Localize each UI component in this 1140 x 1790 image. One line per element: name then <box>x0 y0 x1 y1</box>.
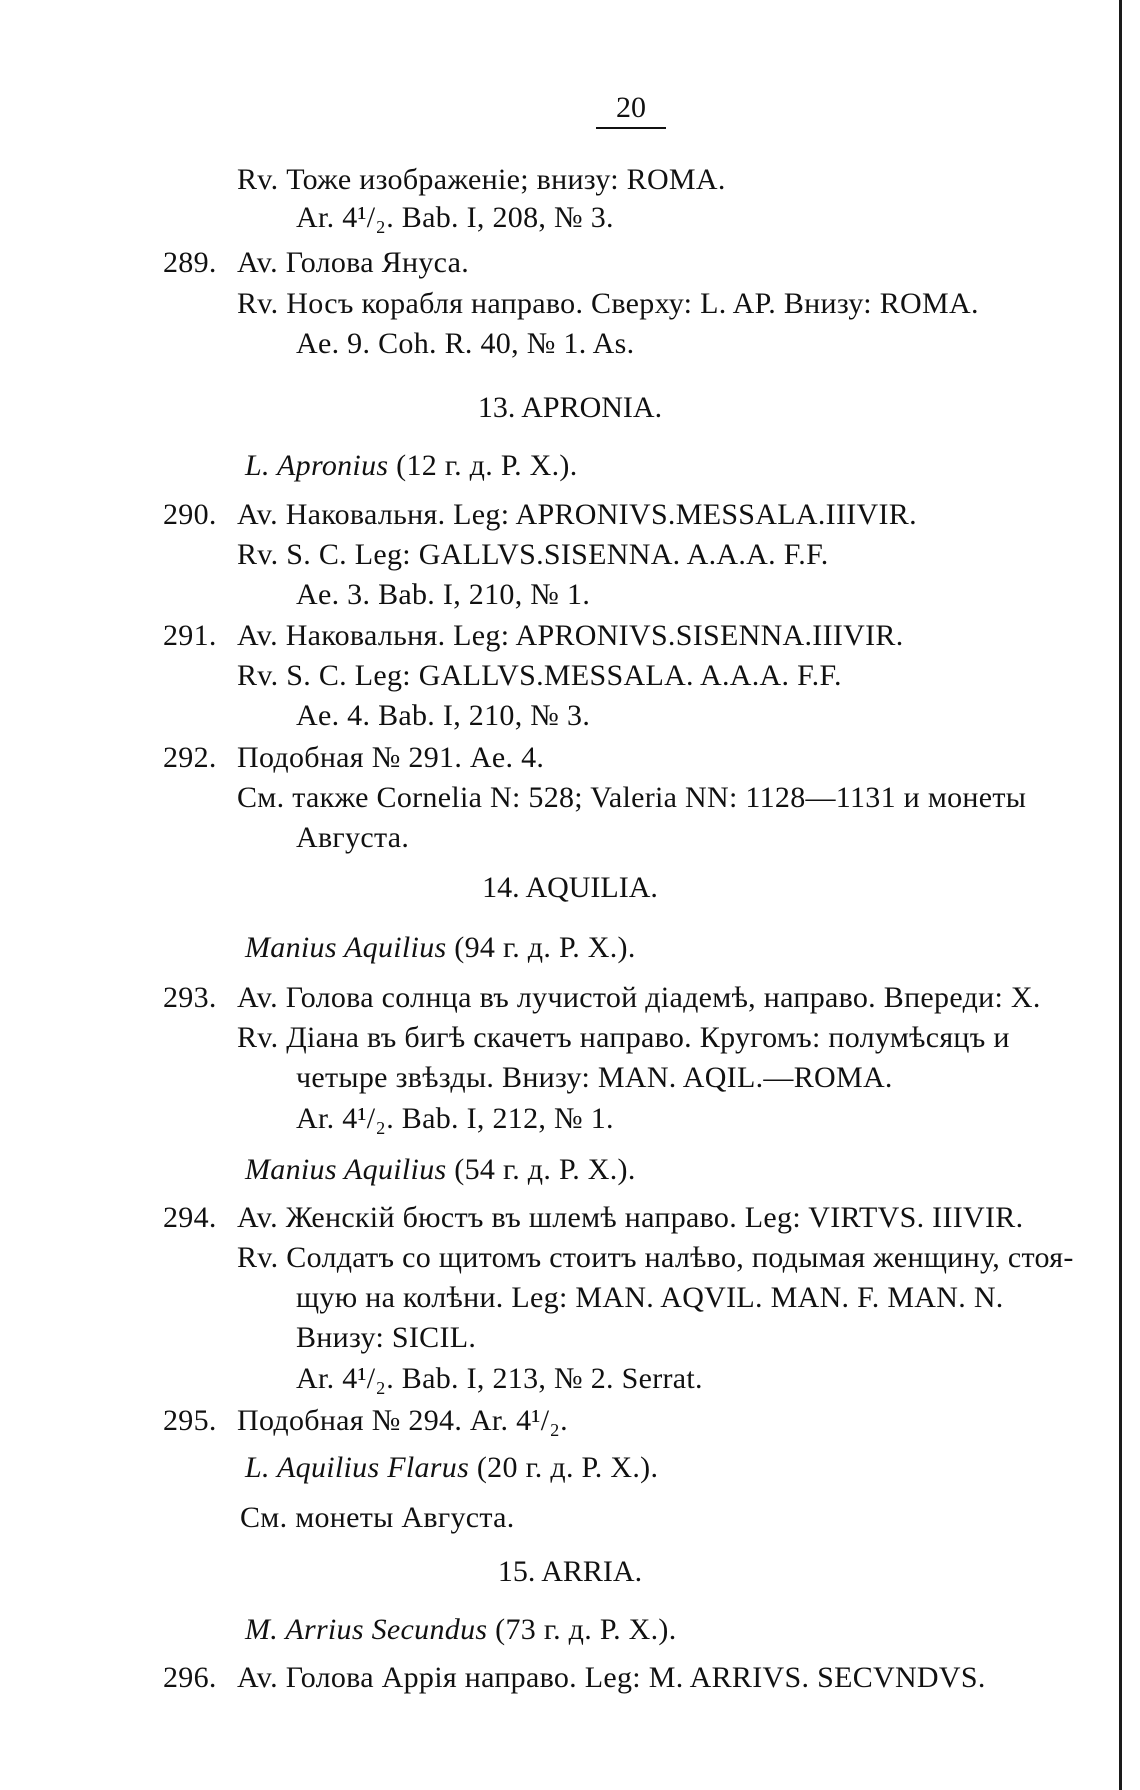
moneyer-line <box>245 448 578 484</box>
moneyer-line <box>245 1152 636 1188</box>
section-heading: 13. APRONIA. <box>477 391 663 424</box>
entry-text: Rv. Діана въ бигѣ скачетъ направо. Кругомъ: полумѣсяцъ и <box>237 1021 1010 1054</box>
moneyer-name: Manius Aquilius <box>245 931 447 964</box>
section-heading: 15. ARRIA. <box>497 1555 643 1588</box>
entry-text: Ar. 4¹/₂. Bab. I, 213, № 2. Serrat. <box>296 1362 703 1395</box>
moneyer-line <box>245 1450 658 1486</box>
page-number-rule <box>596 127 666 129</box>
entry-text: Ae. 3. Bab. I, 210, № 1. <box>296 578 591 611</box>
entry-text: Av. Женскій бюстъ въ шлемѣ направо. Leg: VIRTVS. IIIVIR. <box>237 1201 1024 1234</box>
text-line: Rv. Тоже изображеніе; внизу: ROMA. <box>237 163 726 196</box>
moneyer-date: (20 г. д. Р. Х.). <box>476 1451 659 1484</box>
entry-text: Ar. 4¹/₂. Bab. I, 212, № 1. <box>296 1102 614 1135</box>
entry-text: См. также Cornelia N: 528; Valeria NN: 1128—1131 и монеты <box>237 781 1027 814</box>
text-line: Ar. 4¹/₂. Bab. I, 208, № 3. <box>296 201 614 234</box>
entry-text: Августа. <box>296 821 410 854</box>
entry-number: 289. <box>163 246 217 279</box>
entry-number: 292. <box>163 741 217 774</box>
entry-text: Подобная № 291. Ae. 4. <box>237 741 545 774</box>
entry-text: Av. Голова Аррія направо. Leg: M. ARRIVS. SECVNDVS. <box>237 1661 986 1694</box>
entry-number: 290. <box>163 498 217 531</box>
section-heading: 14. AQUILIA. <box>482 871 658 904</box>
see-also-note: См. монеты Августа. <box>240 1501 515 1534</box>
entry-text: Подобная № 294. Ar. 4¹/₂. <box>237 1404 568 1437</box>
entry-number: 293. <box>163 981 217 1014</box>
moneyer-line <box>245 930 636 966</box>
moneyer-name: Manius Aquilius <box>245 1153 447 1186</box>
moneyer-date: (94 г. д. Р. Х.). <box>454 931 636 964</box>
moneyer-date: (73 г. д. Р. Х.). <box>495 1613 677 1646</box>
entry-number: 295. <box>163 1404 217 1437</box>
page-number: 20 <box>616 91 646 124</box>
entry-text: Rv. S. C. Leg: GALLVS.SISENNA. A.A.A. F.F. <box>237 538 829 571</box>
moneyer-date: (12 г. д. Р. Х.). <box>396 449 578 482</box>
moneyer-name: L. Aquilius Flarus <box>245 1451 470 1484</box>
moneyer-name: L. Apronius <box>245 449 389 482</box>
entry-text: четыре звѣзды. Внизу: MAN. AQIL.—ROMA. <box>296 1061 893 1094</box>
entry-text: щую на колѣни. Leg: MAN. AQVIL. MAN. F. MAN. N. <box>296 1281 1004 1314</box>
entry-number: 296. <box>163 1661 217 1694</box>
text-line: Av. Голова Януса. <box>237 246 470 279</box>
moneyer-date: (54 г. д. Р. Х.). <box>454 1153 636 1186</box>
text-line: Ae. 9. Coh. R. 40, № 1. As. <box>296 327 635 360</box>
entry-text: Av. Наковальня. Leg: APRONIVS.SISENNA.IIIVIR. <box>237 619 904 652</box>
moneyer-line <box>245 1612 677 1648</box>
entry-text: Av. Голова солнца въ лучистой діадемѣ, направо. Впереди: X. <box>237 981 1041 1014</box>
moneyer-name: M. Arrius Secundus <box>245 1613 488 1646</box>
entry-number: 291. <box>163 619 217 652</box>
entry-text: Внизу: SICIL. <box>296 1321 477 1354</box>
entry-text: Av. Наковальня. Leg: APRONIVS.MESSALA.IIIVIR. <box>237 498 917 531</box>
entry-text: Rv. S. C. Leg: GALLVS.MESSALA. A.A.A. F.F. <box>237 659 842 692</box>
entry-text: Ae. 4. Bab. I, 210, № 3. <box>296 699 591 732</box>
entry-text: Rv. Солдатъ со щитомъ стоитъ налѣво, подымая женщину, стоя- <box>237 1241 1074 1274</box>
entry-number: 294. <box>163 1201 217 1234</box>
text-line: Rv. Носъ корабля направо. Сверху: L. AP. Внизу: ROMA. <box>237 287 979 320</box>
